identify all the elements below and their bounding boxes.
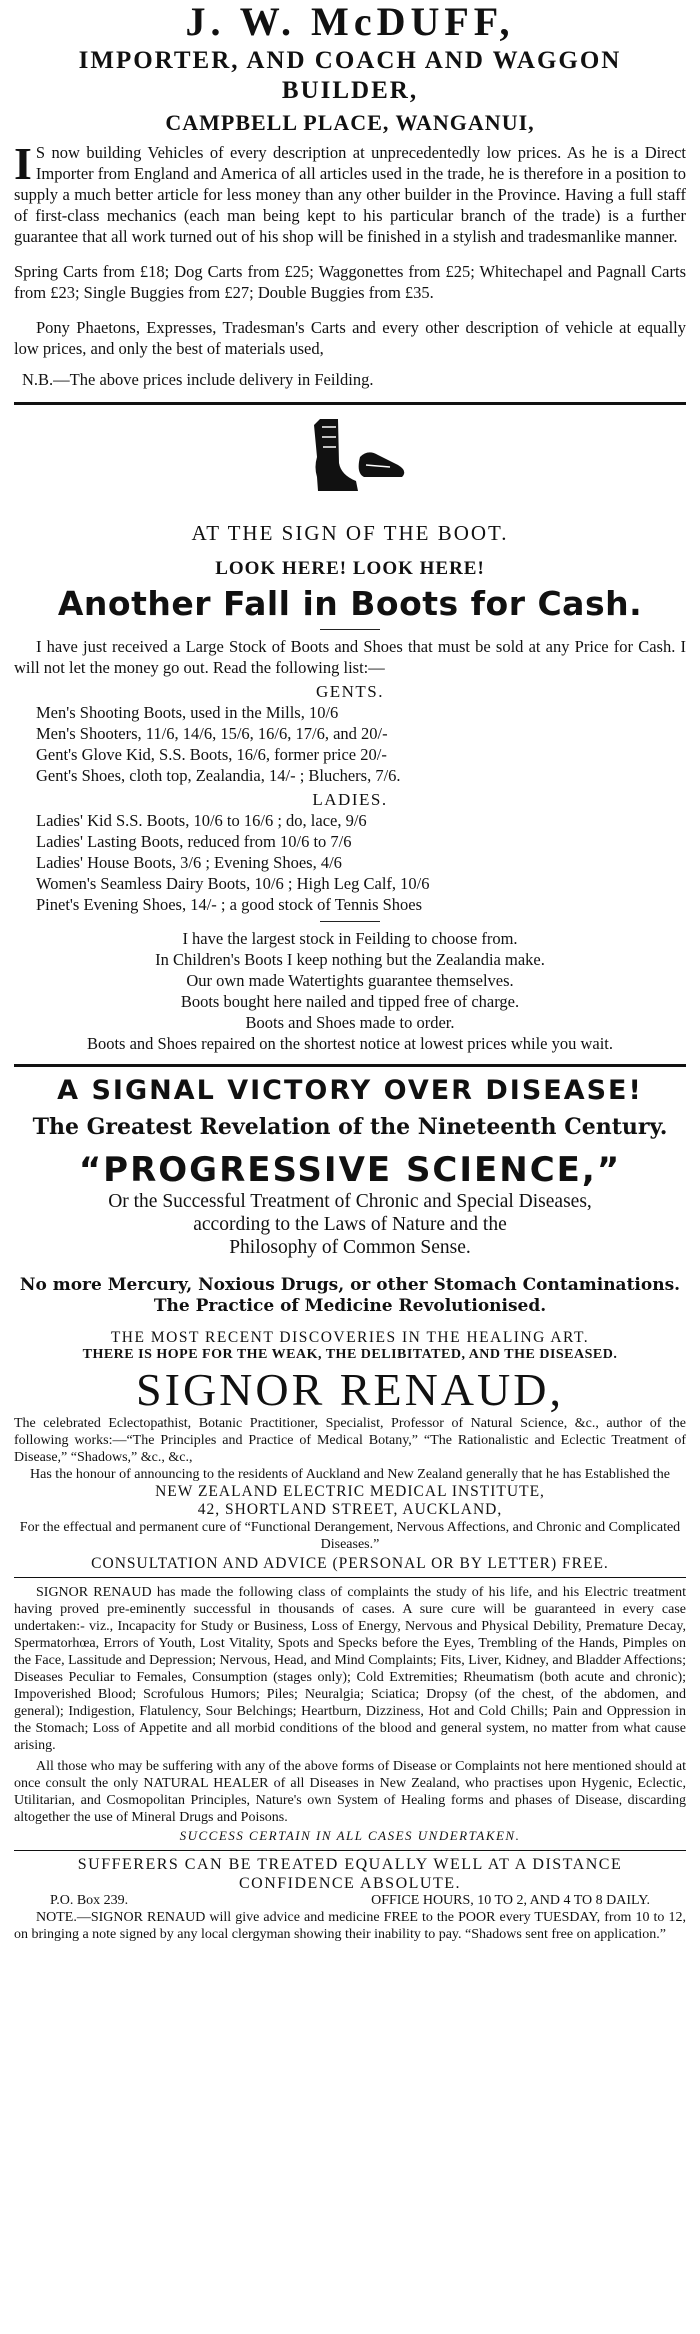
divider-rule [14,1064,686,1067]
recent-discoveries: THE MOST RECENT DISCOVERIES IN THE HEALING ART. [110,1329,590,1346]
renaud-advertisement [14,1075,686,1943]
list-item: Ladies' Kid S.S. Boots, 10/6 to 16/6 ; do, lace, 9/6 [36,811,367,830]
mcduff-name: J. W. McDUFF, [185,0,515,44]
mcduff-prices: Spring Carts from £18; Dog Carts from £25; Waggonettes from £25; Whitechapel and Pagnall Carts from £23; Single Buggies from £27; Double Buggies from £35. [14,262,686,302]
mcduff-nb: N.B.—The above prices include delivery in Feilding. [22,370,374,389]
renaud-celebrated: The celebrated Eclectopathist, Botanic Practitioner, Specialist, Professor of Natural Science, &c., author of the following works:—“The Principles and Practice of Medical Botany,” “The Rationalistic and Eclectic Treatment of Disease,” “Shadows,” &c., &c., [14,1416,686,1465]
gents-list [14,702,686,786]
effectual-cure: For the effectual and permanent cure of “Functional Derangement, Nervous Affections, and Chronic and Complicated Diseases.” [19,1520,681,1552]
or-line-3: Philosophy of Common Sense. [229,1237,471,1258]
or-line-2: according to the Laws of Nature and the [193,1214,507,1235]
office-hours: OFFICE HOURS, 10 TO 2, AND 4 TO 8 DAILY. [371,1893,650,1908]
closing-line: Boots and Shoes made to order. [245,1013,455,1032]
divider-rule [14,402,686,405]
list-item: Gent's Glove Kid, S.S. Boots, 16/6, former price 20/- [36,745,387,764]
mcduff-place: CAMPBELL PLACE, WANGANUI, [165,110,535,135]
list-item: Men's Shooters, 11/6, 14/6, 15/6, 16/6, 17/6, and 20/- [36,724,388,743]
mcduff-trade-line2: BUILDER, [281,77,419,104]
all-those-paragraph: All those who may be suffering with any of the above forms of Disease or Complaints not here mentioned should at once consult the only NATURAL HEALER of all Diseases in New Zealand, who practises upon Hygenic, Eclectic, Utilitarian, and Cosmopolitan Principles, Nature's own System of Healing forms and phases of Disease, discarding altogether the use of Mineral Drugs and Poisons. [14,1759,686,1825]
hope-line: THERE IS HOPE FOR THE WEAK, THE DELIBITATED, AND THE DISEASED. [82,1347,618,1362]
victory-headline: A SIGNAL VICTORY OVER DISEASE! [57,1075,643,1106]
list-item: Gent's Shoes, cloth top, Zealandia, 14/- ; Bluchers, 7/6. [36,766,401,785]
closing-line: In Children's Boots I keep nothing but the Zealandia make. [155,950,545,969]
boot-sign: AT THE SIGN OF THE BOOT. [191,521,509,545]
closing-line: Boots bought here nailed and tipped free of charge. [180,992,520,1011]
po-box: P.O. Box 239. [50,1893,129,1908]
mcduff-intro-text: S now building Vehicles of every description at unprecedentedly low prices. As he is a Direct Importer from England and America of all articles used in the trade, he is therefore in a position to supply a much better article for less money than any other builder in the Province. Having a full staff of first-class mechanics (each man being kept to his particular branch of the trade) is a further guarantee that all work turned out of his shop will be finished in a stylish and tradesmanlike manner. [14,143,686,246]
institute-name: NEW ZEALAND ELECTRIC MEDICAL INSTITUTE, [155,1483,545,1500]
short-dash [320,629,380,630]
success-certain: SUCCESS CERTAIN IN ALL CASES UNDERTAKEN. [179,1828,521,1843]
boot-advertisement [14,415,686,1054]
complaints-paragraph: SIGNOR RENAUD has made the following class of complaints the study of his life, and his Electric treatment having proved pre-eminently successful in thousands of cases. A sure cure will be guaranteed in every case undertaken:- viz., Incapacity for Study or Business, Loss of Energy, Nervous and Physical Debility, Premature Decay, Spermatorhœa, Errors of Youth, Lost Vitality, Spots and Specks before the Eyes, Trembling of the Hands, Pimples on the Face, Lassitude and Depression; Nervous, Head, and Mind Complaints; Fits, Liver, Kidney, and Bladder Affections; Diseases Peculiar to Females, Consumption (stages only); Cold Extremities; Rheumatism (both acute and chronic); Impoverished Blood; Scrofulous Humors; Piles; Neuralgia; Sciatica; Dropsy (of the chest, of the abdomen, and general); Indigestion, Flatulency, Sour Belchings; Heartburn, Dizziness, Hot and Cold Chills; Pain and Oppression in the Stomach; Loss of Appetite and all morbid conditions of the blood and general system, no matter from what cause arising. [14,1585,686,1753]
dropcap: I [14,138,32,189]
gents-heading: GENTS. [315,682,385,701]
note-paragraph: NOTE.—SIGNOR RENAUD will give advice and medicine FREE to the POOR every TUESDAY, from 10 to 12, on bringing a note signed by any local clergyman showing their inability to pay. “Shadows sent free on application.” [14,1910,686,1942]
boot-closing [14,928,686,1033]
revelation-headline: The Greatest Revelation of the Nineteenth Century. [32,1114,668,1140]
list-item: Pinet's Evening Shoes, 14/- ; a good stock of Tennis Shoes [36,895,423,914]
boot-intro: I have just received a Large Stock of Boots and Shoes that must be sold at any Price for Cash. I will not let the money go out. Read the following list:— [14,637,686,677]
mcduff-advertisement [14,0,686,390]
short-dash [320,921,380,922]
consultation-free: CONSULTATION AND ADVICE (PERSONAL OR BY LETTER) FREE. [91,1555,609,1572]
institute-address: 42, SHORTLAND STREET, AUCKLAND, [197,1501,503,1518]
thin-divider [14,1850,686,1851]
ladies-heading: LADIES. [312,790,388,809]
boot-and-shoe-illustration [290,417,410,495]
renaud-name: SIGNOR RENAUD, [136,1364,564,1415]
mercury-line-1: No more Mercury, Noxious Drugs, or other Stomach Contaminations. [19,1275,681,1295]
list-item: Ladies' Lasting Boots, reduced from 10/6 to 7/6 [36,832,352,851]
list-item: Ladies' House Boots, 3/6 ; Evening Shoes, 4/6 [36,853,342,872]
or-line-1: Or the Successful Treatment of Chronic and Special Diseases, [108,1191,592,1212]
mcduff-phaetons: Pony Phaetons, Expresses, Tradesman's Carts and every other description of vehicle at equally low prices, and only the best of materials used, [14,318,686,358]
office-row [14,1893,686,1909]
renaud-honour: Has the honour of announcing to the residents of Auckland and New Zealand generally that he has Established the [30,1467,670,1482]
boot-icon [14,415,686,495]
closing-line: Our own made Watertights guarantee themselves. [186,971,514,990]
boot-look: LOOK HERE! LOOK HERE! [215,558,485,579]
boot-repair: Boots and Shoes repaired on the shortest notice at lowest prices while you wait. [86,1034,614,1053]
mcduff-intro [14,138,686,247]
sufferers-line-1: SUFFERERS CAN BE TREATED EQUALLY WELL AT A DISTANCE [77,1856,623,1873]
list-item: Women's Seamless Dairy Boots, 10/6 ; High Leg Calf, 10/6 [36,874,430,893]
thin-divider [14,1577,686,1578]
sufferers-line-2: CONFIDENCE ABSOLUTE. [238,1875,461,1892]
ladies-list [14,810,686,915]
mcduff-trade-line1: IMPORTER, AND COACH AND WAGGON [78,47,622,74]
boot-fall-headline: Another Fall in Boots for Cash. [57,584,643,623]
closing-line: I have the largest stock in Feilding to choose from. [182,929,518,948]
mercury-line-2: The Practice of Medicine Revolutionised. [153,1296,547,1316]
list-item: Men's Shooting Boots, used in the Mills, 10/6 [36,703,339,722]
progressive-science-headline: “PROGRESSIVE SCIENCE,” [78,1150,622,1190]
